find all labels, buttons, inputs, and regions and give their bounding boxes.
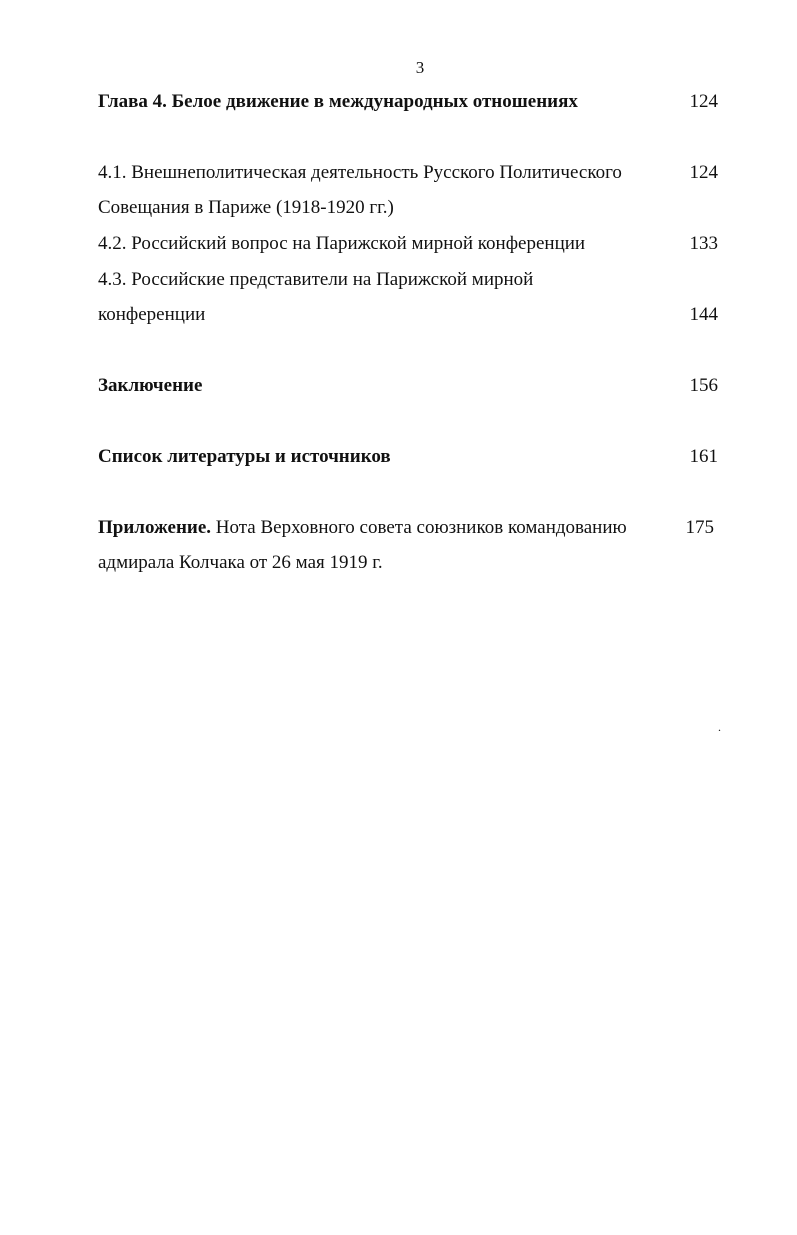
toc-entry-4-2 <box>98 226 718 261</box>
stray-mark: . <box>718 720 721 734</box>
page-number: 3 <box>415 58 425 77</box>
toc-entry-title: Список литературы и источников <box>98 446 391 467</box>
toc-entry-4-1 <box>98 155 718 225</box>
toc-entry-page: 133 <box>689 233 718 254</box>
toc-entry-page: 124 <box>689 162 718 183</box>
toc-entry-page: 124 <box>689 91 718 112</box>
toc-entry-4-3 <box>98 262 718 332</box>
toc-entry-title: 4.1. Внешнеполитическая деятельность Русского Политического Совещания в Париже (1918-1920 гг.) <box>98 162 622 218</box>
appendix-label: Приложение. <box>98 517 212 538</box>
toc-entry-page: 144 <box>689 304 718 325</box>
toc-entry-conclusion <box>98 368 718 403</box>
toc-entry-title: Глава 4. Белое движение в международных отношениях <box>98 91 578 112</box>
toc-entry-title <box>98 510 643 580</box>
toc-entry-page: 161 <box>689 446 718 467</box>
toc-entry-appendix <box>98 510 718 580</box>
toc-entry-title: 4.2. Российский вопрос на Парижской мирной конференции <box>98 233 586 254</box>
toc-entry-chapter-4 <box>98 84 718 119</box>
toc-entry-page: 175 <box>685 517 714 538</box>
toc-entry-bibliography <box>98 439 718 474</box>
toc-entry-title: Заключение <box>98 375 203 396</box>
appendix-title: Нота Верховного совета союзников командованию адмирала Колчака от 26 мая 1919 г. <box>98 517 627 573</box>
toc-entry-title: 4.3. Российские представители на Парижской мирной конференции <box>98 269 534 325</box>
toc-entry-page: 156 <box>689 375 718 396</box>
